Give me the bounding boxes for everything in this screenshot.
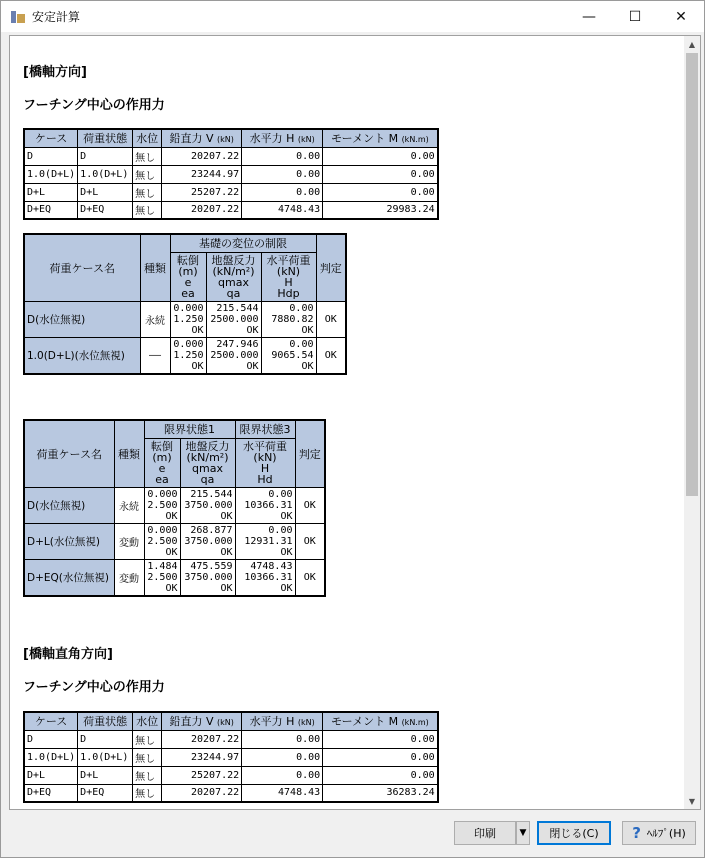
cell-case: D+L (24, 183, 78, 201)
cell-moment: 0.00 (323, 766, 438, 784)
cell-water: 無し (133, 766, 162, 784)
header-type: 種類 (114, 420, 144, 487)
help-button[interactable] (622, 821, 696, 845)
cell-judgment: OK (295, 487, 325, 523)
maximize-button[interactable]: ☐ (628, 8, 642, 25)
cell-vertical: 20207.22 (162, 784, 242, 802)
cell-horizontal: 0.00 (242, 748, 323, 766)
cell-load-state: D+EQ (78, 201, 133, 219)
cell-horizontal-load: 4748.43 10366.31 OK (235, 559, 295, 596)
header-displacement-limit: 基礎の変位の制限 (170, 234, 316, 252)
cell-judgment: OK (295, 523, 325, 559)
cell-vertical: 25207.22 (162, 183, 242, 201)
cell-case: D+L (24, 766, 78, 784)
cell-water: 無し (133, 165, 162, 183)
header-type: 種類 (140, 234, 170, 301)
header-judgment: 判定 (295, 420, 325, 487)
table-row (24, 183, 438, 201)
cell-load-state: 1.0(D+L) (78, 165, 133, 183)
cell-case-name: 1.0(D+L)(水位無視) (24, 337, 140, 374)
header-overturn: 転倒 (m) e ea (144, 438, 180, 487)
table-row (24, 201, 438, 219)
print-button[interactable]: 印刷 (454, 821, 516, 845)
help-label: ﾍﾙﾌﾟ(H) (646, 827, 686, 840)
table-row (24, 147, 438, 165)
header-load-state: 荷重状態 (78, 712, 133, 730)
cell-bearing: 268.877 3750.000 OK (180, 523, 235, 559)
cell-water: 無し (133, 201, 162, 219)
cell-overturn: 0.000 2.500 OK (144, 487, 180, 523)
cell-water: 無し (133, 730, 162, 748)
table-row (24, 487, 325, 523)
cell-judgment: OK (295, 559, 325, 596)
cell-case: D (24, 730, 78, 748)
cell-vertical: 20207.22 (162, 201, 242, 219)
cell-vertical: 20207.22 (162, 730, 242, 748)
close-button[interactable]: 閉じる(C) (537, 821, 611, 845)
cell-load-state: D (78, 147, 133, 165)
table-row (24, 337, 346, 374)
header-case: ケース (24, 712, 78, 730)
cell-bearing: 215.544 3750.000 OK (180, 487, 235, 523)
table-row (24, 559, 325, 596)
help-icon: ? (632, 824, 641, 842)
header-bearing: 地盤反力 (kN/m²) qmax qa (206, 252, 261, 301)
table-row (24, 784, 438, 802)
limit-state-check-table (23, 419, 326, 597)
cell-case-name: D+L(水位無視) (24, 523, 114, 559)
cell-vertical: 20207.22 (162, 147, 242, 165)
cell-vertical: 25207.22 (162, 766, 242, 784)
section-title-transverse: [橋軸直角方向] (23, 647, 113, 662)
header-load-state: 荷重状態 (78, 129, 133, 147)
table-row (24, 766, 438, 784)
header-bearing: 地盤反力 (kN/m²) qmax qa (180, 438, 235, 487)
header-vertical: 鉛直力 V (kN) (162, 129, 242, 147)
cell-horizontal-load: 0.00 10366.31 OK (235, 487, 295, 523)
cell-horizontal: 4748.43 (242, 201, 323, 219)
minimize-button[interactable]: — (582, 8, 596, 25)
displacement-check-table (23, 233, 347, 375)
cell-overturn: 1.484 2.500 OK (144, 559, 180, 596)
print-dropdown-button[interactable]: ▼ (516, 821, 530, 845)
cell-judgment: OK (316, 301, 346, 337)
cell-case-name: D(水位無視) (24, 301, 140, 337)
header-limit-state-3: 限界状態3 (235, 420, 295, 438)
cell-load-state: D+L (78, 766, 133, 784)
table-row (24, 730, 438, 748)
cell-moment: 0.00 (323, 183, 438, 201)
cell-horizontal: 4748.43 (242, 784, 323, 802)
table-row (24, 301, 346, 337)
cell-bearing: 215.544 2500.000 OK (206, 301, 261, 337)
subtitle-longitudinal: フーチング中心の作用力 (23, 98, 165, 113)
cell-moment: 0.00 (323, 147, 438, 165)
cell-type: 変動 (114, 523, 144, 559)
app-icon (10, 9, 26, 25)
close-window-button[interactable]: ✕ (675, 8, 687, 25)
cell-water: 無し (133, 784, 162, 802)
cell-load-state: D+L (78, 183, 133, 201)
cell-case: 1.0(D+L) (24, 165, 78, 183)
table-header-row (24, 712, 438, 730)
cell-horizontal: 0.00 (242, 183, 323, 201)
scroll-down-icon[interactable]: ▼ (688, 796, 696, 806)
header-horizontal-load: 水平荷重 (kN) H Hdp (261, 252, 316, 301)
cell-type: —— (140, 337, 170, 374)
cell-overturn: 0.000 1.250 OK (170, 301, 206, 337)
cell-horizontal: 0.00 (242, 165, 323, 183)
cell-bearing: 247.946 2500.000 OK (206, 337, 261, 374)
force-table-longitudinal (23, 128, 439, 220)
header-limit-state-1: 限界状態1 (144, 420, 235, 438)
button-bar (1, 813, 704, 857)
cell-horizontal: 0.00 (242, 147, 323, 165)
cell-overturn: 0.000 2.500 OK (144, 523, 180, 559)
cell-judgment: OK (316, 337, 346, 374)
cell-case: 1.0(D+L) (24, 748, 78, 766)
cell-case: D+EQ (24, 201, 78, 219)
cell-type: 永続 (114, 487, 144, 523)
cell-case-name: D+EQ(水位無視) (24, 559, 114, 596)
table-row (24, 165, 438, 183)
header-case-name: 荷重ケース名 (24, 420, 114, 487)
cell-horizontal: 0.00 (242, 766, 323, 784)
cell-type: 変動 (114, 559, 144, 596)
title-bar (1, 1, 704, 32)
header-horizontal-load: 水平荷重 (kN) H Hd (235, 438, 295, 487)
cell-water: 無し (133, 147, 162, 165)
cell-horizontal-load: 0.00 12931.31 OK (235, 523, 295, 559)
cell-moment: 0.00 (323, 748, 438, 766)
cell-type: 永続 (140, 301, 170, 337)
cell-moment: 0.00 (323, 165, 438, 183)
cell-horizontal-load: 0.00 7880.82 OK (261, 301, 316, 337)
cell-water: 無し (133, 183, 162, 201)
report-viewport[interactable] (9, 35, 701, 810)
scroll-up-icon[interactable]: ▲ (688, 39, 696, 49)
cell-case: D (24, 147, 78, 165)
force-table-transverse (23, 711, 439, 803)
header-horizontal: 水平力 H (kN) (242, 129, 323, 147)
header-horizontal: 水平力 H (kN) (242, 712, 323, 730)
header-case-name: 荷重ケース名 (24, 234, 140, 301)
vertical-scrollbar[interactable] (684, 36, 700, 809)
subtitle-transverse: フーチング中心の作用力 (23, 680, 165, 695)
cell-load-state: D (78, 730, 133, 748)
section-title-longitudinal: [橋軸方向] (23, 65, 87, 80)
cell-horizontal: 0.00 (242, 730, 323, 748)
cell-moment: 0.00 (323, 730, 438, 748)
table-row (24, 523, 325, 559)
cell-water: 無し (133, 748, 162, 766)
cell-bearing: 475.559 3750.000 OK (180, 559, 235, 596)
header-vertical: 鉛直力 V (kN) (162, 712, 242, 730)
header-water: 水位 (133, 712, 162, 730)
header-judgment: 判定 (316, 234, 346, 301)
scroll-thumb[interactable] (686, 53, 698, 496)
header-moment: モーメント M (kN.m) (323, 712, 438, 730)
cell-moment: 36283.24 (323, 784, 438, 802)
header-case: ケース (24, 129, 78, 147)
cell-case: D+EQ (24, 784, 78, 802)
cell-horizontal-load: 0.00 9065.54 OK (261, 337, 316, 374)
cell-case-name: D(水位無視) (24, 487, 114, 523)
cell-vertical: 23244.97 (162, 748, 242, 766)
cell-moment: 29983.24 (323, 201, 438, 219)
table-row (24, 748, 438, 766)
header-overturn: 転倒 (m) e ea (170, 252, 206, 301)
cell-load-state: 1.0(D+L) (78, 748, 133, 766)
cell-load-state: D+EQ (78, 784, 133, 802)
table-header-row (24, 129, 438, 147)
header-water: 水位 (133, 129, 162, 147)
cell-overturn: 0.000 1.250 OK (170, 337, 206, 374)
window-title: 安定計算 (32, 10, 81, 24)
cell-vertical: 23244.97 (162, 165, 242, 183)
header-moment: モーメント M (kN.m) (323, 129, 438, 147)
